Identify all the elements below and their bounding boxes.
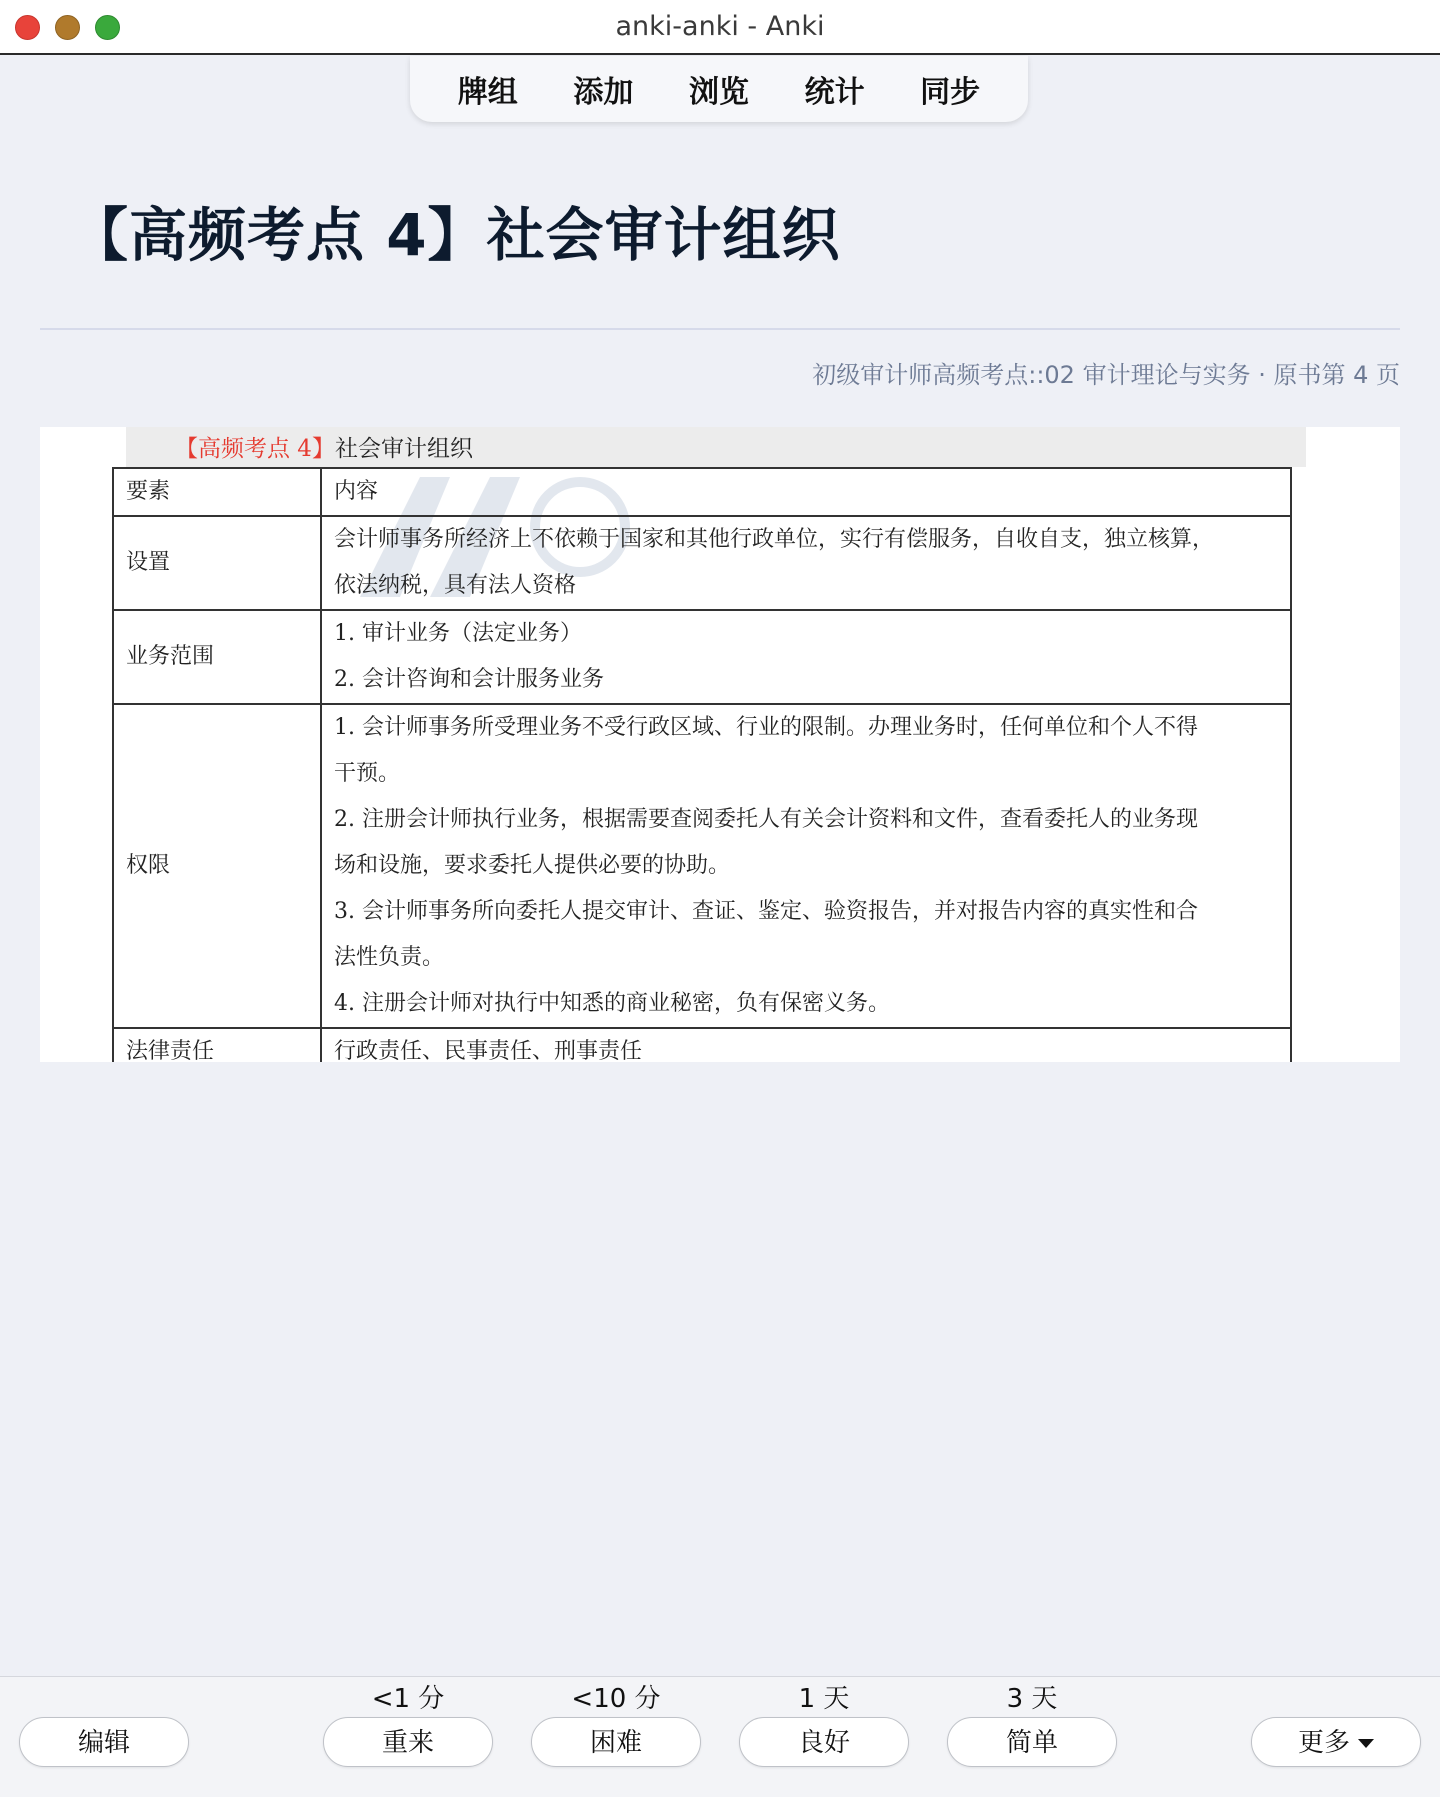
card-title: 【高频考点 4】社会审计组织 <box>70 201 841 269</box>
table-header-row <box>113 468 1291 516</box>
knowledge-table <box>112 467 1292 1062</box>
card-source: 初级审计师高频考点::02 审计理论与实务 · 原书第 4 页 <box>812 361 1400 389</box>
hard-button[interactable]: 困难 <box>531 1717 701 1767</box>
content-line: 行政责任、民事责任、刑事责任 <box>334 1039 643 1062</box>
row-content <box>321 1028 1291 1062</box>
table-row <box>113 516 1291 610</box>
interval-hard: <10 分 <box>571 1684 661 1714</box>
interval-again: <1 分 <box>371 1684 445 1714</box>
content-line: 1. 会计师事务所受理业务不受行政区域、行业的限制。办理业务时，任何单位和个人不得 <box>334 715 1198 740</box>
content-line: 场和设施，要求委托人提供必要的协助。 <box>334 853 731 878</box>
window-title: anki-anki - Anki <box>615 11 825 42</box>
nav-decks[interactable]: 牌组 <box>457 75 518 110</box>
top-nav <box>410 56 1028 122</box>
table-header-cell: 内容 <box>321 468 1291 516</box>
interval-easy: 3 天 <box>1006 1684 1058 1714</box>
row-label: 权限 <box>113 704 321 1028</box>
row-content <box>321 704 1291 1028</box>
nav-stats[interactable]: 统计 <box>804 75 865 110</box>
more-button-label: 更多 <box>1297 1728 1350 1758</box>
content-line: 会计师事务所经济上不依赖于国家和其他行政单位，实行有偿服务，自收自支，独立核算， <box>334 527 1215 552</box>
again-button[interactable]: 重来 <box>323 1717 493 1767</box>
divider <box>40 328 1400 330</box>
row-content <box>321 610 1291 704</box>
table-row <box>113 610 1291 704</box>
content-line: 干预。 <box>334 761 401 786</box>
content-line: 法性负责。 <box>334 945 445 970</box>
row-label: 业务范围 <box>113 610 321 704</box>
content-line: 4. 注册会计师对执行中知悉的商业秘密，负有保密义务。 <box>334 991 890 1016</box>
chevron-down-icon <box>1358 1739 1374 1748</box>
card-image <box>40 427 1400 1062</box>
row-label: 设置 <box>113 516 321 610</box>
image-header-black: 社会审计组织 <box>334 436 473 462</box>
more-button[interactable] <box>1251 1717 1421 1767</box>
content-line: 3. 会计师事务所向委托人提交审计、查证、鉴定、验资报告，并对报告内容的真实性和合 <box>334 899 1198 924</box>
interval-good: 1 天 <box>798 1684 850 1714</box>
row-label: 法律责任 <box>113 1028 321 1062</box>
nav-add[interactable]: 添加 <box>573 75 634 110</box>
title-bar <box>0 0 1440 55</box>
good-button[interactable]: 良好 <box>739 1717 909 1767</box>
content-line: 依法纳税，具有法人资格 <box>334 573 577 598</box>
answer-bar <box>0 1676 1440 1797</box>
table-header-cell: 要素 <box>113 468 321 516</box>
easy-button[interactable]: 简单 <box>947 1717 1117 1767</box>
table-row <box>113 1028 1291 1062</box>
content-line: 2. 会计咨询和会计服务业务 <box>334 667 604 692</box>
nav-browse[interactable]: 浏览 <box>688 75 749 110</box>
nav-sync[interactable]: 同步 <box>920 75 981 110</box>
table-row <box>113 704 1291 1028</box>
content-line: 1. 审计业务（法定业务） <box>334 621 582 646</box>
edit-button[interactable]: 编辑 <box>19 1717 189 1767</box>
image-header-red: 【高频考点 4】 <box>175 436 335 462</box>
row-content <box>321 516 1291 610</box>
content-line: 2. 注册会计师执行业务，根据需要查阅委托人有关会计资料和文件，查看委托人的业务现 <box>334 807 1198 832</box>
